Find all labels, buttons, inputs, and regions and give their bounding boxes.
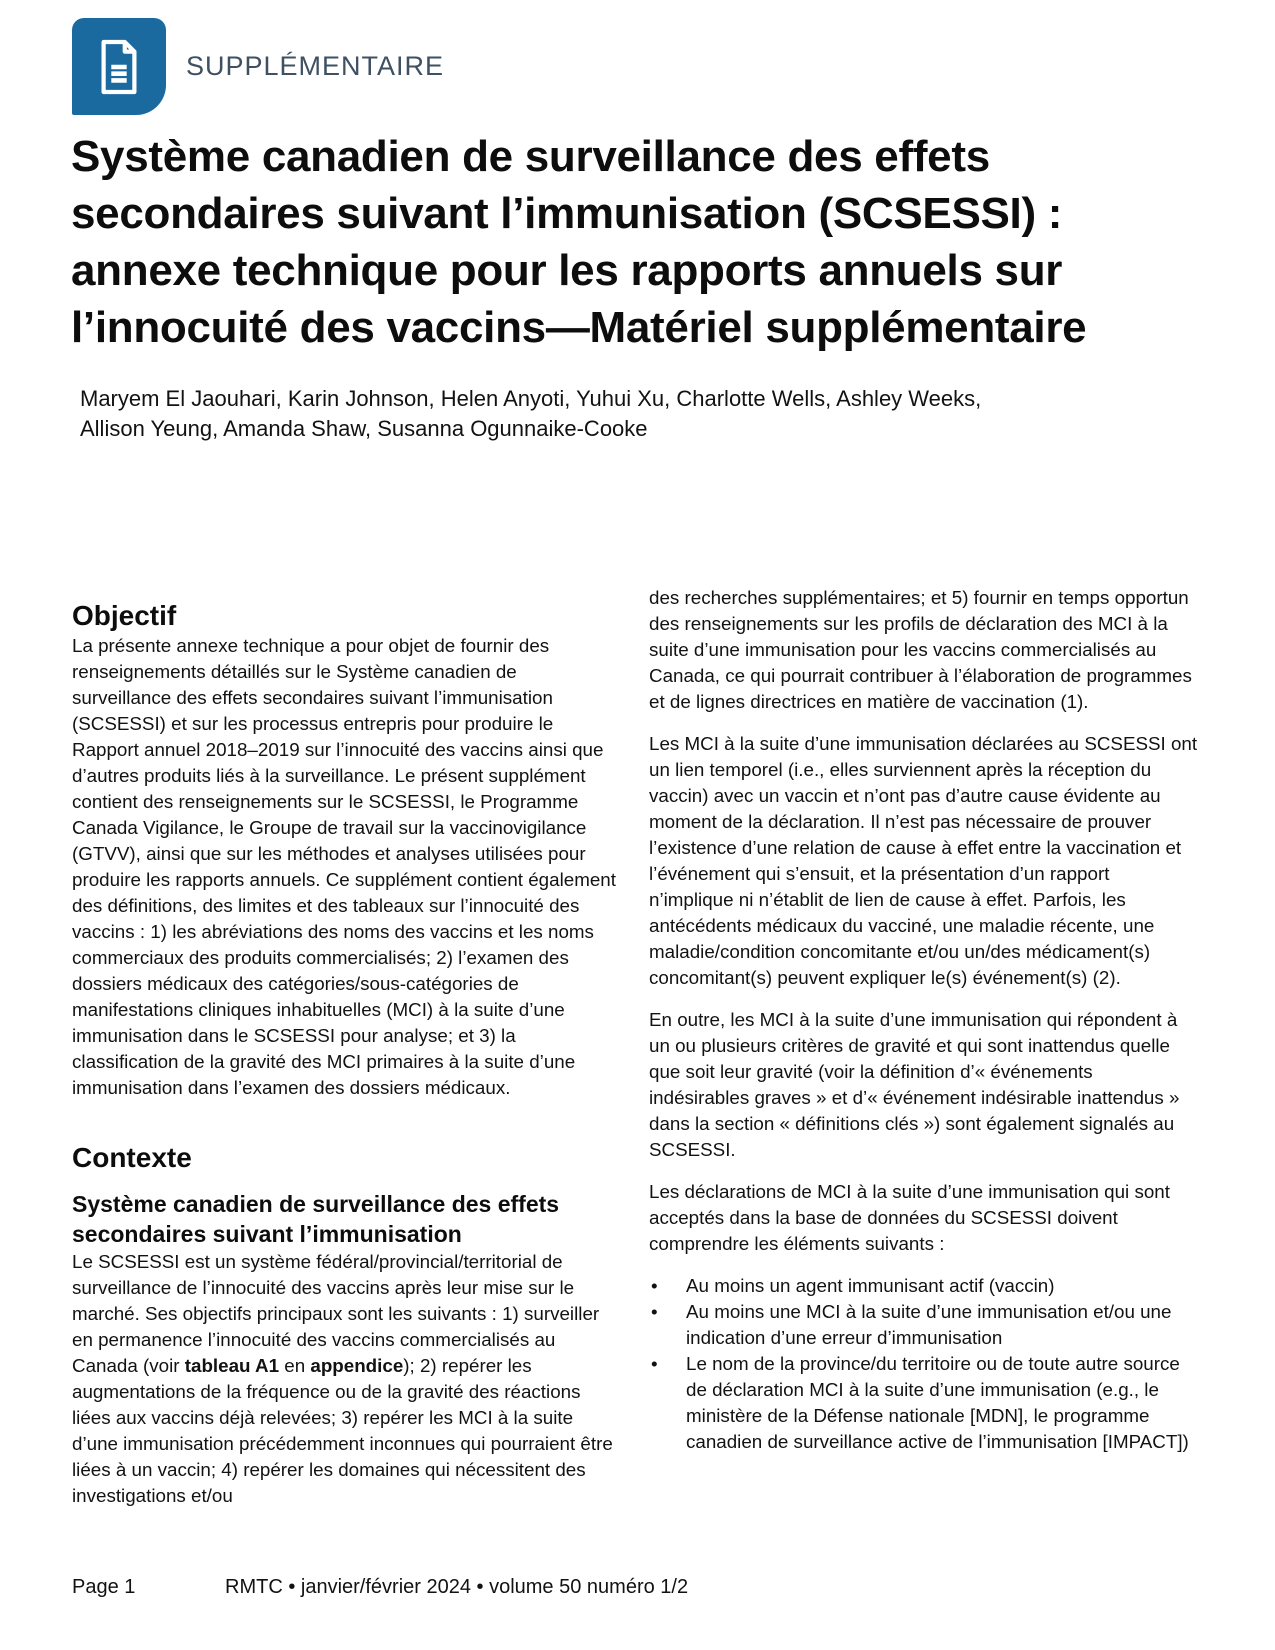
page-title	[71, 128, 1211, 356]
subsection-heading-line: Système canadien de surveillance des effets	[72, 1191, 560, 1217]
document-icon	[72, 18, 166, 115]
supplement-banner	[72, 18, 444, 115]
bullet-icon: •	[651, 1275, 658, 1296]
journal-citation: RMTC • janvier/février 2024 • volume 50 numéro 1/2	[225, 1576, 689, 1598]
authors-line: Maryem El Jaouhari, Karin Johnson, Helen Anyoti, Yuhui Xu, Charlotte Wells, Ashley Weeks,	[80, 386, 982, 411]
list-item	[649, 1299, 1198, 1351]
section-heading-objectif: Objectif	[72, 600, 177, 631]
left-column	[72, 585, 621, 1509]
authors	[80, 384, 1200, 444]
page-title-line: secondaires suivant l’immunisation (SCSESSI) :	[71, 189, 1063, 238]
requirements-list	[649, 1273, 1198, 1455]
contexte-paragraph-part: en	[279, 1355, 311, 1376]
bullet-icon: •	[651, 1301, 658, 1322]
body-paragraph: Les déclarations de MCI à la suite d’une immunisation qui sont acceptés dans la base de données du SCSESSI doivent comprendre les éléments suivants :	[649, 1181, 1170, 1254]
page-title-line: Système canadien de surveillance des effets	[71, 132, 990, 181]
authors-line: Allison Yeung, Amanda Shaw, Susanna Ogunnaike-Cooke	[80, 416, 648, 441]
list-item-text: Au moins une MCI à la suite d’une immunisation et/ou une indication d’une erreur d’immunisation	[686, 1301, 1172, 1348]
page-footer	[72, 1576, 1172, 1606]
banner-label: SUPPLÉMENTAIRE	[186, 51, 445, 81]
section-heading-contexte: Contexte	[72, 1142, 192, 1173]
contexte-paragraph-bold: appendice	[310, 1355, 404, 1376]
list-item-text: Le nom de la province/du territoire ou de toute autre source de déclaration MCI à la suite d’une immunisation (e.g., le ministère de la Défense nationale [MDN], le programme canadien de surveillance active de l’immunisation [IMPACT])	[686, 1353, 1189, 1452]
list-item-text: Au moins un agent immunisant actif (vaccin)	[686, 1275, 1055, 1296]
body-paragraph: des recherches supplémentaires; et 5) fournir en temps opportun des renseignements sur les profils de déclaration des MCI à la suite d’une immunisation pour les vaccins commercialisés au Canada, ce qui pourrait contribuer à l’élaboration de programmes et de lignes directrices en matière de vaccination (1).	[649, 587, 1192, 712]
right-column	[649, 585, 1198, 1509]
body-paragraph: Les MCI à la suite d’une immunisation déclarées au SCSESSI ont un lien temporel (i.e., elles surviennent après la réception du vaccin) avec un vaccin et n’ont pas d’autre cause évidente au moment de la déclaration. Il n’est pas nécessaire de prouver l’existence d’une relation de cause à effet entre la vaccination et l’événement qui s’ensuit, et la présentation d’un rapport n’implique ni n’établit de lien de cause à effet. Parfois, les antécédents médicaux du vacciné, une maladie récente, une maladie/condition concomitante et/ou un/des médicament(s) concomitant(s) peuvent expliquer le(s) événement(s) (2).	[649, 733, 1198, 988]
list-item	[649, 1273, 1198, 1299]
contexte-paragraph	[72, 1249, 621, 1509]
page-number: Page 1	[72, 1576, 136, 1598]
objectif-paragraph: La présente annexe technique a pour objet de fournir des renseignements détaillés sur le Système canadien de surveillance des effets secondaires suivant l’immunisation (SCSESSI) et sur les processus entrepris pour produire le Rapport annuel 2018–2019 sur l’innocuité des vaccins ainsi que d’autres produits liés à la surveillance. Le présent supplément contient des renseignements sur le SCSESSI, le Programme Canada Vigilance, le Groupe de travail sur la vaccinovigilance (GTVV), ainsi que sur les méthodes et analyses utilisées pour produire les rapports annuels. Ce supplément contient également des définitions, des limites et des tableaux sur l’innocuité des vaccins : 1) les abréviations des noms des vaccins et les noms commerciaux des produits commercialisés; 2) l’examen des dossiers médicaux des catégories/sous-catégories de manifestations cliniques inhabituelles (MCI) à la suite d’une immunisation dans le SCSESSI pour analyse; et 3) la classification de la gravité des MCI primaires à la suite d’une immunisation dans l’examen des dossiers médicaux.	[72, 635, 616, 1098]
page-title-line: annexe technique pour les rapports annuels sur	[71, 246, 1063, 295]
contexte-paragraph-bold: tableau A1	[184, 1355, 280, 1376]
bullet-icon: •	[651, 1353, 658, 1374]
body-columns	[72, 585, 1198, 1509]
page-title-line: l’innocuité des vaccins—Matériel supplémentaire	[71, 303, 1087, 352]
list-item	[649, 1351, 1198, 1455]
subsection-heading-scsessi	[72, 1189, 621, 1249]
contexte-paragraph-part: Le SCSESSI est un système fédéral/provincial/territorial de surveillance de l’innocuité des vaccins après leur mise sur le marché. Ses objectifs principaux sont les suivants : 1) surveiller en permanence l’innocuité des vaccins commercialisés au Canada (voir	[72, 1251, 600, 1376]
subsection-heading-line: secondaires suivant l’immunisation	[72, 1221, 462, 1247]
contexte-paragraph-part: ); 2) repérer les augmentations de la fréquence ou de la gravité des réactions liées aux vaccins déjà relevées; 3) repérer les MCI à la suite d’une immunisation précédemment inconnues qui pourraient être liées à un vaccin; 4) repérer les domaines qui nécessitent des investigations et/ou	[72, 1355, 613, 1506]
body-paragraph: En outre, les MCI à la suite d’une immunisation qui répondent à un ou plusieurs critères de gravité et qui sont inattendus quelle que soit leur gravité (voir la définition d’« événements indésirables graves » et d’« événement indésirable inattendus » dans la section « définitions clés ») sont également signalés au SCSESSI.	[649, 1009, 1180, 1160]
